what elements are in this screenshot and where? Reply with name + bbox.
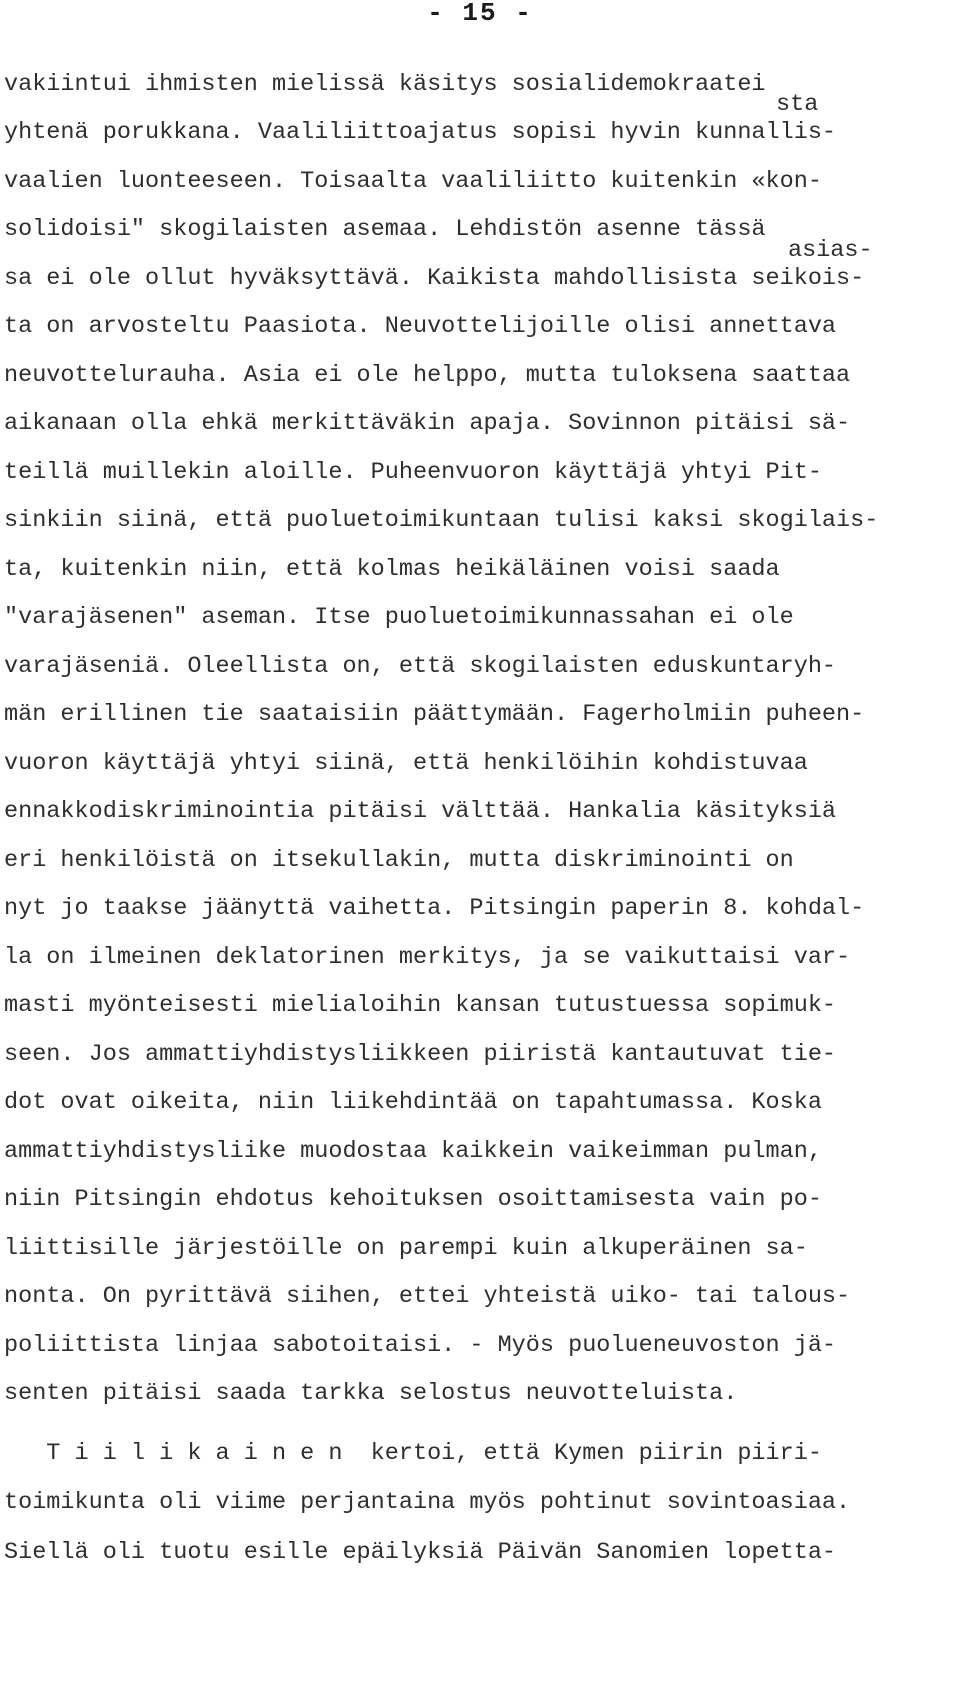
text-line: poliittista linjaa sabotoitaisi. - Myös puolueneuvoston jä- <box>4 1332 837 1359</box>
text-line: sa ei ole ollut hyväksyttävä. Kaikista mahdollisista seikois- <box>4 265 865 292</box>
text-line: yhtenä porukkana. Vaaliliittoajatus sopisi hyvin kunnallis- <box>4 119 837 146</box>
text-line: vakiintui ihmisten mielissä käsitys sosialidemokraatei <box>4 71 766 98</box>
text-line: vaalien luonteeseen. Toisaalta vaaliliitto kuitenkin «kon- <box>4 168 822 195</box>
text-line: ta on arvosteltu Paasiota. Neuvottelijoille olisi annettava <box>4 313 837 340</box>
text-line: eri henkilöistä on itsekullakin, mutta diskriminointi on <box>4 847 794 874</box>
text-line: män erillinen tie saataisiin päättymään. Fagerholmiin puheen- <box>4 701 865 728</box>
text-line: ammattiyhdistysliike muodostaa kaikkein vaikeimman pulman, <box>4 1138 822 1165</box>
text-line: Siellä oli tuotu esille epäilyksiä Päivän Sanomien lopetta- <box>4 1539 837 1566</box>
text-line: masti myönteisesti mielialoihin kansan tutustuessa sopimuk- <box>4 992 837 1019</box>
hyphen-fragment-sta: sta <box>776 91 819 118</box>
text-line: senten pitäisi saada tarkka selostus neuvotteluista. <box>4 1380 738 1407</box>
text-line: liittisille järjestöille on parempi kuin alkuperäinen sa- <box>4 1235 808 1262</box>
page-number: - 15 - <box>427 0 533 28</box>
text-line: nonta. On pyrittävä siihen, ettei yhteistä uiko- tai talous- <box>4 1283 851 1310</box>
text-line: la on ilmeinen deklatorinen merkitys, ja se vaikuttaisi var- <box>4 944 851 971</box>
text-line: neuvottelurauha. Asia ei ole helppo, mutta tuloksena saattaa <box>4 362 851 389</box>
text-line: seen. Jos ammattiyhdistysliikkeen piiristä kantautuvat tie- <box>4 1041 837 1068</box>
text-line: niin Pitsingin ehdotus kehoituksen osoittamisesta vain po- <box>4 1186 822 1213</box>
text-line: T i i l i k a i n e n kertoi, että Kymen piirin piiri- <box>4 1440 822 1467</box>
text-line: sinkiin siinä, että puoluetoimikuntaan tulisi kaksi skogilais- <box>4 507 879 534</box>
text-line: aikanaan olla ehkä merkittäväkin apaja. Sovinnon pitäisi sä- <box>4 410 851 437</box>
hyphen-fragment-asias: asias- <box>788 237 873 264</box>
text-line: toimikunta oli viime perjantaina myös pohtinut sovintoasiaa. <box>4 1489 851 1516</box>
text-line: ta, kuitenkin niin, että kolmas heikäläinen voisi saada <box>4 556 780 583</box>
text-line: dot ovat oikeita, niin liikehdintää on tapahtumassa. Koska <box>4 1089 822 1116</box>
text-line: teillä muillekin aloille. Puheenvuoron käyttäjä yhtyi Pit- <box>4 459 822 486</box>
text-line: ennakkodiskriminointia pitäisi välttää. Hankalia käsityksiä <box>4 798 837 825</box>
text-line: solidoisi" skogilaisten asemaa. Lehdistön asenne tässä <box>4 216 766 243</box>
text-line: nyt jo taakse jäänyttä vaihetta. Pitsingin paperin 8. kohdal- <box>4 895 865 922</box>
text-line: vuoron käyttäjä yhtyi siinä, että henkilöihin kohdistuvaa <box>4 750 808 777</box>
text-line: varajäseniä. Oleellista on, että skogilaisten eduskuntaryh- <box>4 653 837 680</box>
text-line: "varajäsenen" aseman. Itse puoluetoimikunnassahan ei ole <box>4 604 794 631</box>
